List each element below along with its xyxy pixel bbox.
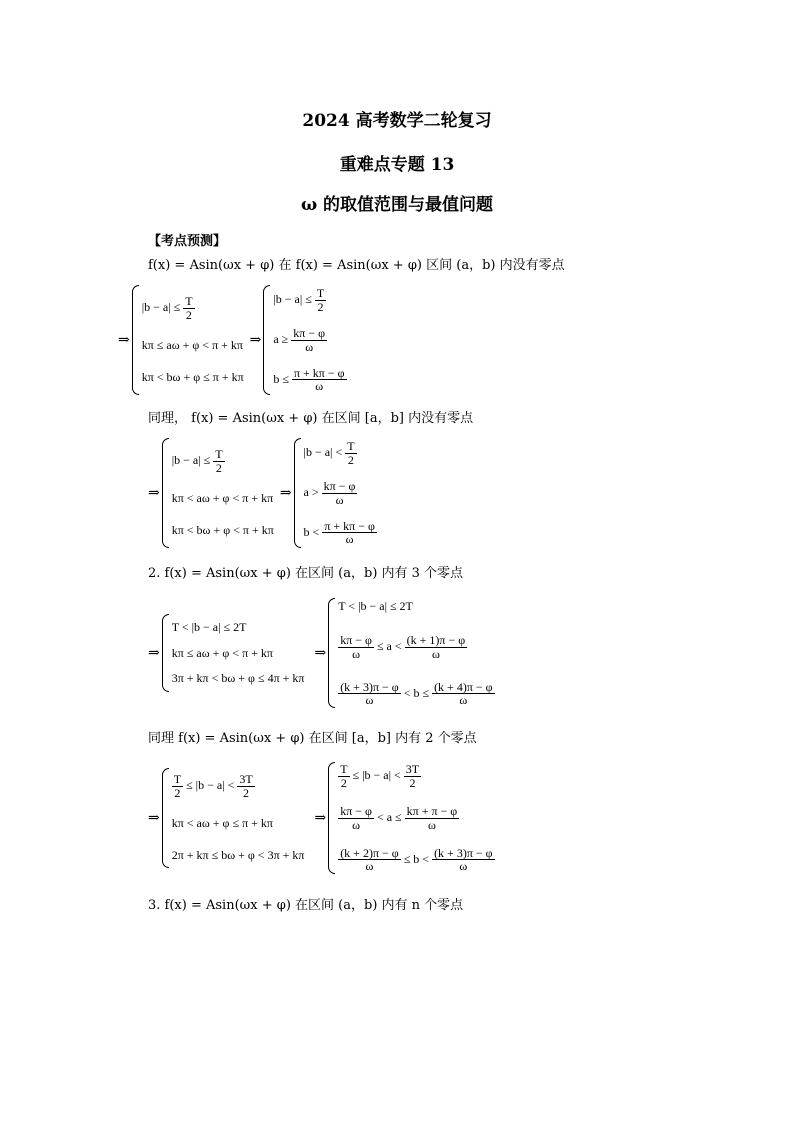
sys3-l1: T < |b − a| ≤ 2T xyxy=(171,620,247,634)
sys3-r3: $\frac{(k + 3)\pi - \varphi}{\omega}$ < b ≤ $\frac{(k + 4)\pi - \varphi}{\omega}$ xyxy=(340,679,493,708)
sys4-l2: kπ < aω + φ ≤ π + kπ xyxy=(171,816,273,831)
sys4-r1: $\frac{T}{2}$ ≤ |b − a| < $\frac{3T}{2}$ xyxy=(340,762,420,790)
sys1-l3: kπ < bω + φ ≤ π + kπ xyxy=(141,370,244,384)
implies-arrow: ⇒ xyxy=(314,810,327,826)
left-brace xyxy=(162,438,169,548)
implies-arrow: ⇒ xyxy=(148,485,160,501)
left-brace xyxy=(263,285,270,395)
section-label: 【考点预测】 xyxy=(148,234,227,249)
left-brace xyxy=(132,285,139,395)
topic-title: ω 的取值范围与最值问题 xyxy=(300,195,494,215)
left-brace xyxy=(162,768,169,868)
left-brace xyxy=(294,438,301,548)
system-2 xyxy=(148,438,377,548)
system-4 xyxy=(148,762,495,874)
sys3-l3: 3π + kπ < bω + φ ≤ 4π + kπ xyxy=(171,671,305,685)
left-brace xyxy=(328,598,335,708)
implies-arrow: ⇒ xyxy=(314,645,327,661)
system-1 xyxy=(118,285,347,395)
sys2-l3: kπ < bω + φ < π + kπ xyxy=(171,523,274,537)
item-3-text: 3. f(x) = Asin(ωx + φ) 在区间 (a，b) 内有 n 个零点 xyxy=(148,898,464,913)
left-brace xyxy=(328,762,335,874)
sys3-l2: kπ ≤ aω + φ < π + kπ xyxy=(171,645,273,660)
sys2-r2: a > $\frac{k\pi - \varphi}{\omega}$ xyxy=(303,478,356,507)
sys2-r3: b < $\frac{\pi + k\pi - \varphi}{\omega}$ xyxy=(303,518,375,547)
subtitle: 重难点专题 13 xyxy=(339,155,455,175)
sys1-r2: a ≥ $\frac{k\pi - \varphi}{\omega}$ xyxy=(273,325,326,354)
sys4-r2: $\frac{k\pi - \varphi}{\omega}$ < a ≤ $\frac{k\pi + \pi - \varphi}{\omega}$ xyxy=(340,803,458,832)
sys1-l2: kπ ≤ aω + φ < π + kπ xyxy=(141,338,243,353)
sys2-l1: |b − a| ≤ $\frac{T}{2}$ xyxy=(171,447,223,475)
item-2-text: 2. f(x) = Asin(ωx + φ) 在区间 (a，b) 内有 3 个零点 xyxy=(148,566,464,581)
implies-arrow: ⇒ xyxy=(118,332,130,348)
sys1-l1: |b − a| ≤ $\frac{T}{2}$ xyxy=(141,294,193,322)
sys4-l1: $\frac{T}{2}$ ≤ |b − a| < $\frac{3T}{2}$ xyxy=(173,772,253,800)
implies-arrow: ⇒ xyxy=(148,645,160,661)
item-1-text: f(x) = Asin(ωx + φ) 在 f(x) = Asin(ωx + φ) 区间 (a，b) 内没有零点 xyxy=(148,258,565,273)
sys2-l2: kπ < aω + φ < π + kπ xyxy=(171,491,274,506)
sys2-r1: |b − a| < $\frac{T}{2}$ xyxy=(303,439,355,467)
sys3-r1: T < |b − a| ≤ 2T xyxy=(338,599,413,613)
implies-arrow: ⇒ xyxy=(148,810,160,826)
implies-arrow: ⇒ xyxy=(249,332,262,348)
same-note-2: 同理 f(x) = Asin(ωx + φ) 在区间 [a，b] 内有 2 个零点 xyxy=(148,731,477,746)
implies-arrow: ⇒ xyxy=(279,485,292,501)
left-brace xyxy=(162,614,169,692)
sys4-l3: 2π + kπ ≤ bω + φ < 3π + kπ xyxy=(171,848,305,862)
sys1-r3: b ≤ $\frac{\pi + k\pi - \varphi}{\omega}$ xyxy=(273,365,345,394)
sys3-r2: $\frac{k\pi - \varphi}{\omega}$ ≤ a < $\frac{(k + 1)\pi - \varphi}{\omega}$ xyxy=(340,633,466,661)
sys1-r1: |b − a| ≤ $\frac{T}{2}$ xyxy=(273,286,325,314)
same-note-1: 同理， f(x) = Asin(ωx + φ) 在区间 [a，b] 内没有零点 xyxy=(148,411,474,426)
main-title: 2024 高考数学二轮复习 xyxy=(302,111,492,131)
sys4-r3: $\frac{(k + 2)\pi - \varphi}{\omega}$ ≤ b < $\frac{(k + 3)\pi - \varphi}{\omega}$ xyxy=(340,845,493,874)
system-3 xyxy=(148,598,495,708)
